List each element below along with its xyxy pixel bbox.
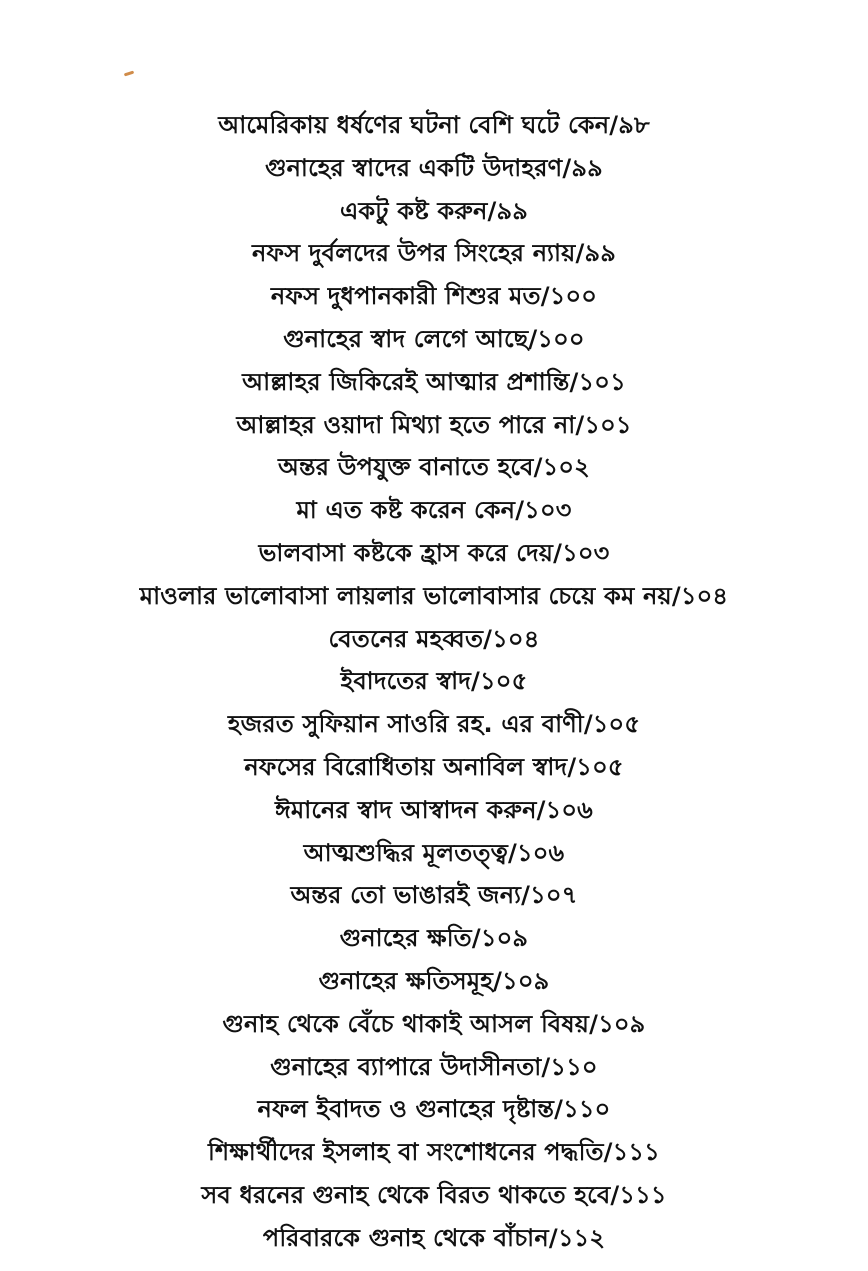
toc-entry: আল্লাহর জিকিরেই আত্মার প্রশান্তি/১০১	[242, 367, 626, 396]
toc-entry: আল্লাহর ওয়াদা মিথ্যা হতে পারে না/১০১	[236, 410, 632, 439]
toc-entry: পরিবারকে গুনাহ থেকে বাঁচান/১১২	[262, 1223, 606, 1252]
toc-entry: মা এত কষ্ট করেন কেন/১০৩	[296, 496, 572, 525]
toc-entry: একটু কষ্ট করুন/৯৯	[339, 196, 529, 225]
toc-entry: গুনাহের ক্ষতিসমূহ/১০৯	[318, 966, 550, 995]
toc-entry: ভালবাসা কষ্টকে হ্রাস করে দেয়/১০৩	[258, 538, 610, 567]
toc-entry: আত্মশুদ্ধির মূলতত্ত্ব/১০৬	[303, 838, 565, 867]
toc-entry: অন্তর তো ভাঙারই জন্য/১০৭	[290, 881, 578, 910]
toc-entry: গুনাহের স্বাদ লেগে আছে/১০০	[283, 324, 585, 353]
toc-entry: ঈমানের স্বাদ আস্বাদন করুন/১০৬	[275, 795, 593, 824]
toc-entry: হজরত সুফিয়ান সাওরি রহ. এর বাণী/১০৫	[227, 710, 641, 739]
ink-mark	[124, 71, 134, 77]
toc-entry: নফস দুর্বলদের উপর সিংহের ন্যায়/৯৯	[251, 239, 617, 268]
toc-entry: নফসের বিরোধিতায় অনাবিল স্বাদ/১০৫	[244, 752, 624, 781]
toc-entry: গুনাহের ব্যাপারে উদাসীনতা/১১০	[270, 1052, 598, 1081]
toc-entry: গুনাহ থেকে বেঁচে থাকাই আসল বিষয়/১০৯	[222, 1009, 646, 1038]
toc-entry: মাওলার ভালোবাসা লায়লার ভালোবাসার চেয়ে কম নয়/১০৪	[139, 581, 729, 610]
toc-entry: গুনাহের স্বাদের একটি উদাহরণ/৯৯	[265, 153, 603, 182]
toc-entry: অন্তর উপযুক্ত বানাতে হবে/১০২	[278, 453, 590, 482]
toc-entry: বেতনের মহব্বত/১০৪	[328, 624, 540, 653]
toc-entry: নফস দুধপানকারী শিশুর মত/১০০	[270, 282, 598, 311]
toc-entry: শিক্ষার্থীদের ইসলাহ বা সংশোধনের পদ্ধতি/১১১	[208, 1138, 660, 1167]
toc-entry: গুনাহের ক্ষতি/১০৯	[339, 924, 529, 953]
toc-entry: নফল ইবাদত ও গুনাহের দৃষ্টান্ত/১১০	[257, 1095, 611, 1124]
toc-entry: সব ধরনের গুনাহ থেকে বিরত থাকতে হবে/১১১	[201, 1180, 667, 1209]
table-of-contents	[0, 104, 868, 1260]
toc-entry: ইবাদতের স্বাদ/১০৫	[340, 667, 528, 696]
toc-entry: আমেরিকায় ধর্ষণের ঘটনা বেশি ঘটে কেন/৯৮	[218, 111, 650, 139]
